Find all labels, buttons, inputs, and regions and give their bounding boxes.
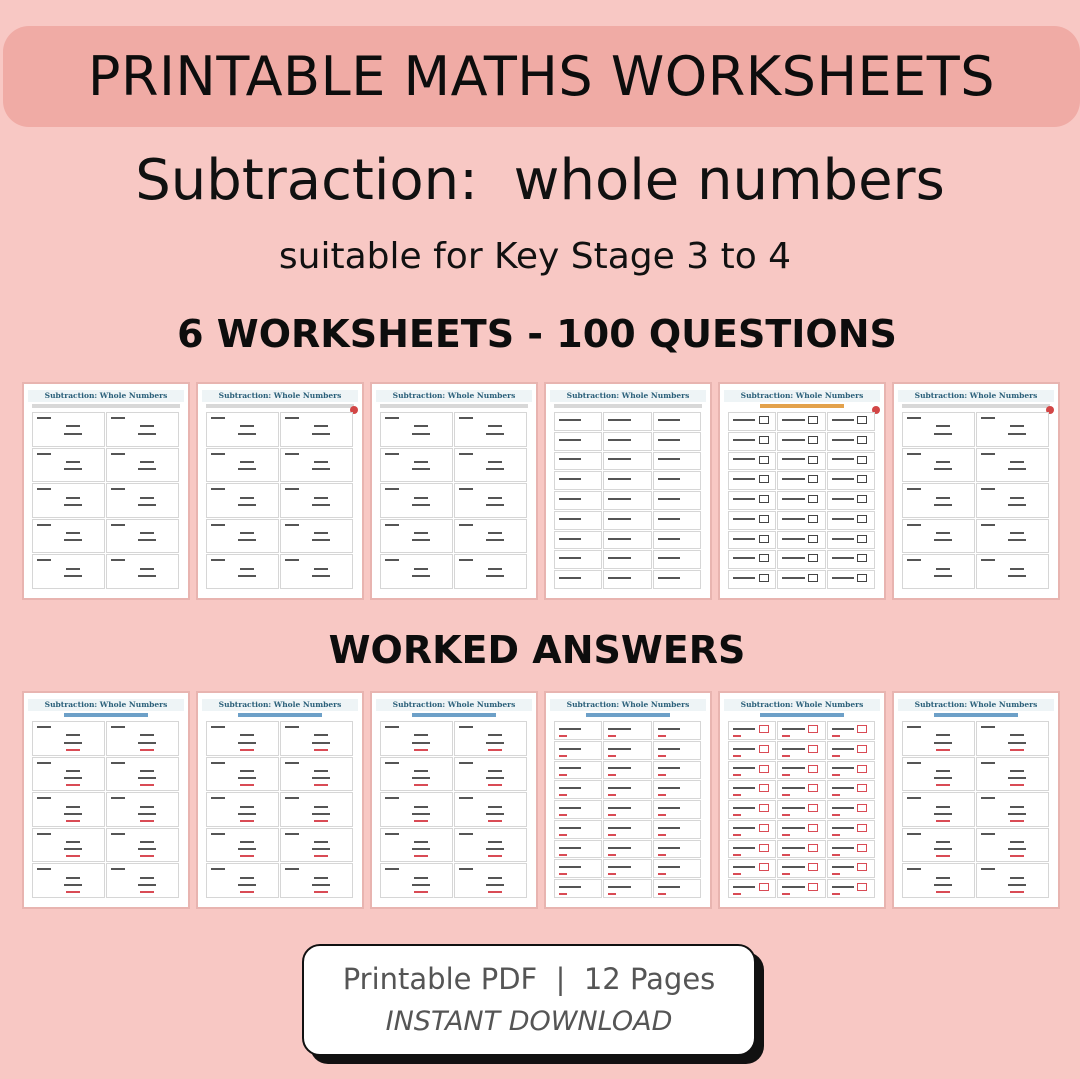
question-cell	[380, 412, 453, 447]
question-cell	[603, 412, 651, 431]
question-cell	[32, 757, 105, 792]
question-cell	[827, 879, 875, 898]
question-cell	[902, 828, 975, 863]
answer-sheet-thumbnail	[372, 693, 536, 907]
question-cell	[902, 448, 975, 483]
question-cell	[280, 828, 353, 863]
question-cell	[827, 491, 875, 510]
answer-sheet-thumbnail	[24, 693, 188, 907]
sheet-instructions	[902, 404, 1050, 408]
question-cell	[603, 550, 651, 569]
question-cell	[728, 800, 776, 819]
sheet-title: Subtraction: Whole Numbers	[202, 699, 358, 711]
sheet-title: Subtraction: Whole Numbers	[724, 390, 880, 402]
question-cell	[206, 554, 279, 589]
question-cell	[976, 828, 1049, 863]
question-cell	[280, 519, 353, 554]
answer-sheet-thumbnail	[546, 693, 710, 907]
banner-title: PRINTABLE MATHS WORKSHEETS	[87, 45, 996, 108]
question-cell	[976, 554, 1049, 589]
question-cell	[728, 471, 776, 490]
question-cell	[902, 412, 975, 447]
question-cell	[380, 448, 453, 483]
sheet-instructions	[412, 713, 496, 717]
answers-row	[24, 693, 1060, 907]
question-cell	[380, 757, 453, 792]
question-cell	[653, 412, 701, 431]
question-cell	[603, 511, 651, 530]
question-cell	[603, 879, 651, 898]
sheet-instructions	[554, 404, 702, 408]
question-cell	[827, 432, 875, 451]
question-cell	[777, 471, 825, 490]
question-cell	[902, 721, 975, 756]
question-cell	[728, 879, 776, 898]
question-cell	[728, 840, 776, 859]
question-cell	[827, 780, 875, 799]
question-cell	[454, 757, 527, 792]
question-cell	[902, 554, 975, 589]
question-cell	[827, 761, 875, 780]
question-cell	[554, 879, 602, 898]
question-cell	[653, 879, 701, 898]
question-cell	[777, 859, 825, 878]
suitability-text: suitable for Key Stage 3 to 4	[278, 236, 792, 277]
question-cell	[976, 863, 1049, 898]
question-cell	[827, 721, 875, 740]
question-cell	[603, 840, 651, 859]
question-cell	[206, 483, 279, 518]
sheet-title: Subtraction: Whole Numbers	[550, 390, 706, 402]
question-cell	[554, 780, 602, 799]
question-cell	[728, 511, 776, 530]
question-cell	[728, 491, 776, 510]
question-cell	[554, 550, 602, 569]
sheet-instructions	[760, 404, 844, 408]
question-cell	[603, 471, 651, 490]
question-cell	[454, 519, 527, 554]
question-cell	[454, 483, 527, 518]
question-cell	[106, 412, 179, 447]
question-cell	[380, 792, 453, 827]
question-cell	[976, 412, 1049, 447]
question-cell	[777, 780, 825, 799]
worksheet-thumbnail	[24, 384, 188, 598]
question-cell	[603, 741, 651, 760]
question-cell	[554, 432, 602, 451]
question-cell	[206, 412, 279, 447]
question-cell	[902, 757, 975, 792]
question-cell	[653, 840, 701, 859]
question-cell	[554, 452, 602, 471]
question-cell	[777, 452, 825, 471]
worksheets-row	[24, 384, 1060, 598]
sheet-instructions	[934, 713, 1018, 717]
question-cell	[554, 531, 602, 550]
question-cell	[280, 448, 353, 483]
question-cell	[206, 757, 279, 792]
question-cell	[777, 491, 825, 510]
question-cell	[280, 757, 353, 792]
question-cell	[603, 531, 651, 550]
question-cell	[603, 761, 651, 780]
question-cell	[380, 483, 453, 518]
question-cell	[653, 800, 701, 819]
question-cell	[554, 412, 602, 431]
question-cell	[603, 780, 651, 799]
question-cell	[728, 412, 776, 431]
question-cell	[777, 550, 825, 569]
question-cell	[653, 432, 701, 451]
question-cell	[728, 780, 776, 799]
sheet-instructions	[64, 713, 148, 717]
question-cell	[380, 828, 453, 863]
question-cell	[206, 863, 279, 898]
question-cell	[976, 448, 1049, 483]
question-cell	[976, 792, 1049, 827]
question-cell	[554, 511, 602, 530]
question-cell	[777, 840, 825, 859]
question-cell	[280, 483, 353, 518]
sheet-title: Subtraction: Whole Numbers	[898, 699, 1054, 711]
sheet-title: Subtraction: Whole Numbers	[898, 390, 1054, 402]
question-cell	[827, 741, 875, 760]
question-cell	[603, 820, 651, 839]
question-cell	[554, 820, 602, 839]
question-cell	[454, 412, 527, 447]
question-cell	[280, 412, 353, 447]
question-cell	[777, 761, 825, 780]
question-cell	[976, 483, 1049, 518]
sheet-instructions	[380, 404, 528, 408]
question-cell	[777, 412, 825, 431]
question-cell	[206, 792, 279, 827]
question-cell	[454, 554, 527, 589]
question-cell	[106, 757, 179, 792]
question-cell	[380, 721, 453, 756]
question-cell	[206, 721, 279, 756]
question-cell	[32, 483, 105, 518]
question-cell	[32, 519, 105, 554]
question-cell	[653, 859, 701, 878]
question-cell	[603, 491, 651, 510]
question-cell	[976, 757, 1049, 792]
question-cell	[454, 721, 527, 756]
format-info-box	[302, 944, 756, 1056]
question-cell	[902, 792, 975, 827]
sheet-title: Subtraction: Whole Numbers	[376, 390, 532, 402]
question-cell	[603, 452, 651, 471]
question-cell	[728, 550, 776, 569]
question-cell	[454, 828, 527, 863]
question-cell	[728, 570, 776, 589]
question-cell	[653, 780, 701, 799]
question-cell	[827, 412, 875, 431]
sheet-instructions	[238, 713, 322, 717]
question-cell	[777, 432, 825, 451]
question-cell	[32, 721, 105, 756]
question-cell	[827, 800, 875, 819]
question-cell	[777, 820, 825, 839]
question-cell	[32, 448, 105, 483]
question-cell	[603, 721, 651, 740]
question-cell	[554, 721, 602, 740]
question-cell	[603, 432, 651, 451]
question-cell	[827, 531, 875, 550]
answer-sheet-thumbnail	[894, 693, 1058, 907]
question-cell	[777, 879, 825, 898]
question-cell	[827, 550, 875, 569]
question-cell	[827, 820, 875, 839]
question-cell	[728, 761, 776, 780]
question-cell	[280, 792, 353, 827]
format-line: Printable PDF | 12 Pages	[342, 962, 716, 996]
question-cell	[902, 519, 975, 554]
question-cell	[380, 519, 453, 554]
question-cell	[603, 570, 651, 589]
question-cell	[728, 531, 776, 550]
question-cell	[653, 550, 701, 569]
question-cell	[554, 741, 602, 760]
sheet-title: Subtraction: Whole Numbers	[724, 699, 880, 711]
question-cell	[106, 863, 179, 898]
question-cell	[32, 554, 105, 589]
question-cell	[603, 859, 651, 878]
worksheet-thumbnail	[894, 384, 1058, 598]
question-cell	[32, 828, 105, 863]
question-cell	[827, 471, 875, 490]
question-cell	[603, 800, 651, 819]
question-cell	[653, 491, 701, 510]
question-cell	[106, 554, 179, 589]
sheet-title: Subtraction: Whole Numbers	[202, 390, 358, 402]
question-cell	[106, 828, 179, 863]
question-cell	[454, 863, 527, 898]
question-cell	[206, 828, 279, 863]
question-cell	[728, 859, 776, 878]
question-cell	[827, 452, 875, 471]
question-cell	[653, 452, 701, 471]
question-cell	[206, 519, 279, 554]
question-cell	[280, 721, 353, 756]
question-cell	[554, 570, 602, 589]
question-cell	[106, 483, 179, 518]
sheet-title: Subtraction: Whole Numbers	[376, 699, 532, 711]
question-cell	[777, 721, 825, 740]
question-cell	[280, 863, 353, 898]
question-cell	[976, 519, 1049, 554]
sheet-instructions	[206, 404, 354, 408]
question-cell	[827, 859, 875, 878]
question-cell	[106, 792, 179, 827]
question-cell	[454, 792, 527, 827]
sheet-title: Subtraction: Whole Numbers	[550, 699, 706, 711]
question-cell	[902, 863, 975, 898]
question-cell	[554, 761, 602, 780]
question-cell	[106, 721, 179, 756]
worksheet-thumbnail	[720, 384, 884, 598]
question-cell	[554, 491, 602, 510]
worksheet-thumbnail	[372, 384, 536, 598]
question-cell	[728, 820, 776, 839]
question-cell	[32, 863, 105, 898]
question-cell	[380, 554, 453, 589]
question-cell	[728, 721, 776, 740]
answer-sheet-thumbnail	[720, 693, 884, 907]
question-cell	[653, 761, 701, 780]
title-banner	[3, 26, 1080, 127]
question-cell	[728, 741, 776, 760]
question-cell	[454, 448, 527, 483]
question-cell	[777, 531, 825, 550]
question-cell	[554, 840, 602, 859]
question-cell	[827, 840, 875, 859]
answers-heading: WORKED ANSWERS	[328, 628, 746, 672]
sheet-instructions	[760, 713, 844, 717]
question-cell	[777, 511, 825, 530]
answer-sheet-thumbnail	[198, 693, 362, 907]
download-line: INSTANT DOWNLOAD	[385, 1006, 673, 1037]
question-cell	[827, 511, 875, 530]
worksheet-thumbnail	[198, 384, 362, 598]
question-cell	[653, 820, 701, 839]
question-cell	[554, 859, 602, 878]
sheet-title: Subtraction: Whole Numbers	[28, 699, 184, 711]
question-cell	[653, 511, 701, 530]
question-cell	[777, 800, 825, 819]
product-subtitle: Subtraction: whole numbers	[135, 148, 945, 213]
question-cell	[554, 471, 602, 490]
worksheet-thumbnail	[546, 384, 710, 598]
question-cell	[653, 721, 701, 740]
sheet-instructions	[32, 404, 180, 408]
question-cell	[32, 412, 105, 447]
question-cell	[653, 531, 701, 550]
question-cell	[827, 570, 875, 589]
question-cell	[976, 721, 1049, 756]
question-cell	[106, 519, 179, 554]
question-cell	[380, 863, 453, 898]
sheet-title: Subtraction: Whole Numbers	[28, 390, 184, 402]
question-cell	[777, 570, 825, 589]
question-cell	[106, 448, 179, 483]
question-cell	[280, 554, 353, 589]
question-cell	[554, 800, 602, 819]
question-cell	[653, 570, 701, 589]
question-cell	[728, 452, 776, 471]
worksheets-heading: 6 WORKSHEETS - 100 QUESTIONS	[177, 312, 897, 356]
question-cell	[653, 471, 701, 490]
question-cell	[902, 483, 975, 518]
sheet-instructions	[586, 713, 670, 717]
question-cell	[653, 741, 701, 760]
question-cell	[728, 432, 776, 451]
question-cell	[32, 792, 105, 827]
question-cell	[206, 448, 279, 483]
question-cell	[777, 741, 825, 760]
